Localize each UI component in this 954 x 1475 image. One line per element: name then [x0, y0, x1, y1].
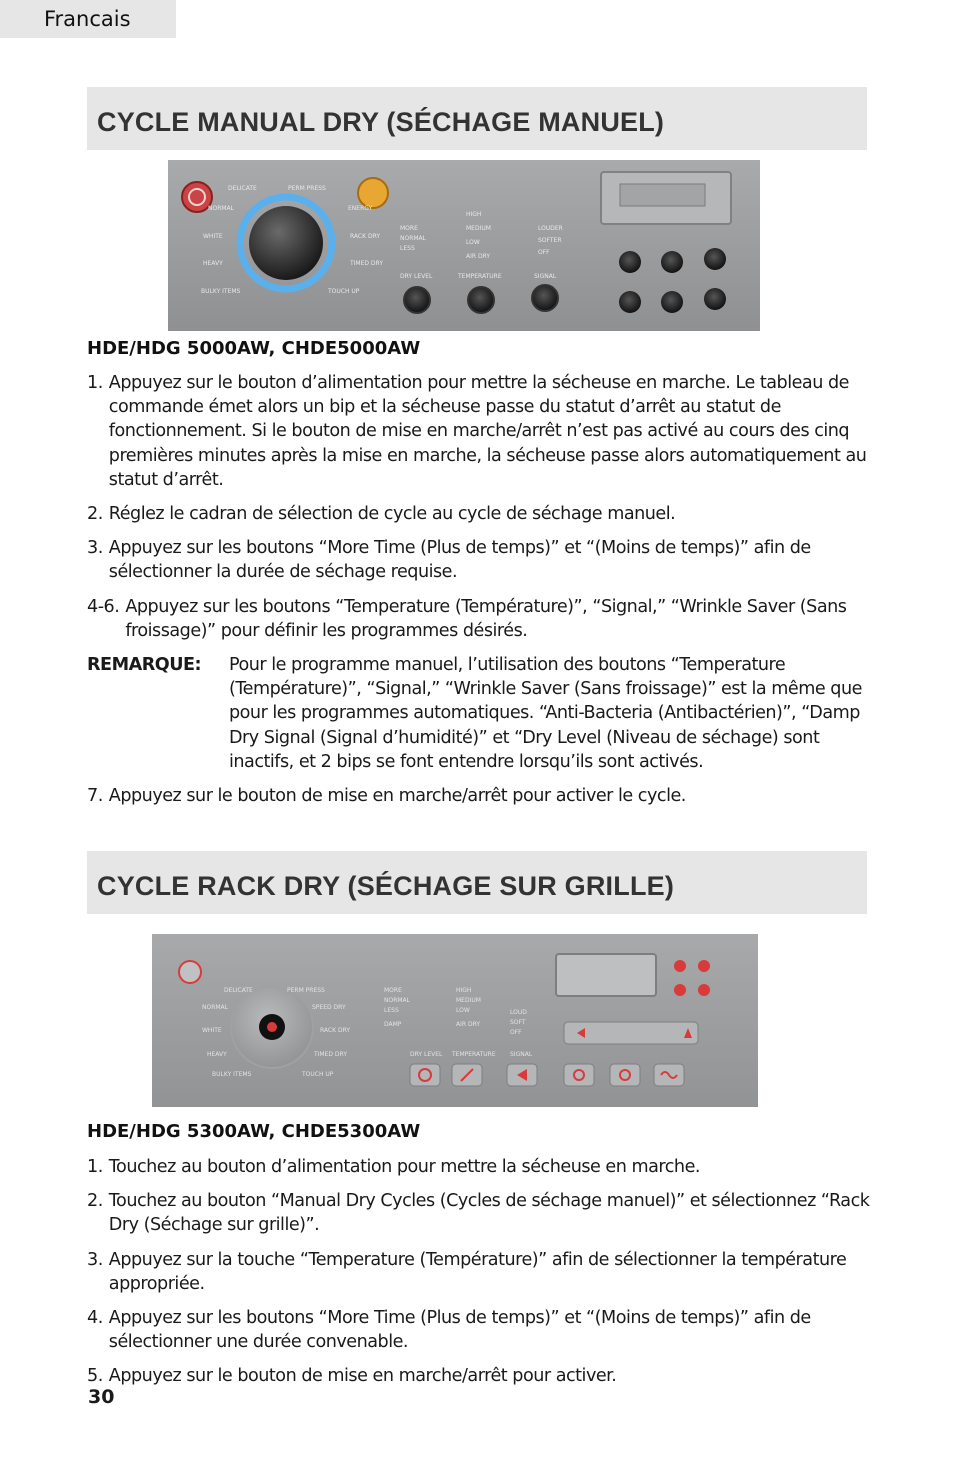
- step-4-6: 4-6. Appuyez sur les boutons “Temperature (Température)”, “Signal,” “Wrinkle Saver (Sans froissage)” pour définir les programmes désirés.: [87, 596, 847, 641]
- svg-text:BULKY ITEMS: BULKY ITEMS: [201, 288, 241, 295]
- svg-text:LOW: LOW: [466, 239, 480, 246]
- svg-text:MORE: MORE: [400, 225, 418, 232]
- svg-text:HIGH: HIGH: [466, 211, 482, 218]
- svg-text:LESS: LESS: [384, 1007, 399, 1014]
- svg-text:DAMP: DAMP: [384, 1021, 402, 1028]
- cycle-dial-knob: [249, 206, 323, 280]
- svg-text:MEDIUM: MEDIUM: [456, 997, 481, 1004]
- svg-text:SIGNAL: SIGNAL: [510, 1051, 533, 1058]
- language-tab: Francais: [0, 0, 176, 38]
- step-7: 7. Appuyez sur le bouton de mise en marche/arrêt pour activer le cycle.: [87, 786, 686, 807]
- svg-text:SPEED DRY: SPEED DRY: [312, 1004, 346, 1011]
- display-window: [556, 954, 656, 996]
- svg-text:WHITE: WHITE: [203, 233, 223, 240]
- svg-text:DELICATE: DELICATE: [224, 987, 253, 994]
- svg-text:TEMPERATURE: TEMPERATURE: [458, 273, 502, 280]
- svg-text:TOUCH UP: TOUCH UP: [328, 288, 360, 295]
- section-heading-manual-dry: CYCLE MANUAL DRY (SÉCHAGE MANUEL): [87, 87, 867, 150]
- step-1: 1. Touchez au bouton d’alimentation pour mettre la sécheuse en marche.: [87, 1157, 701, 1177]
- control-panel-image-1: [168, 160, 760, 331]
- instructions-2: [87, 1155, 877, 1399]
- svg-text:LOW: LOW: [456, 1007, 470, 1014]
- svg-text:LESS: LESS: [400, 245, 415, 252]
- svg-text:HEAVY: HEAVY: [203, 260, 223, 267]
- svg-text:WHITE: WHITE: [202, 1027, 222, 1034]
- page-number: 30: [88, 1386, 115, 1408]
- step-5: 5. Appuyez sur le bouton de mise en marche/arrêt pour activer.: [87, 1366, 617, 1387]
- svg-text:SIGNAL: SIGNAL: [534, 273, 557, 280]
- control-panel-image-2: [152, 934, 758, 1107]
- model-label-1: HDE/HDG 5000AW, CHDE5000AW: [87, 338, 421, 359]
- svg-text:BULKY ITEMS: BULKY ITEMS: [212, 1071, 252, 1078]
- svg-text:AIR DRY: AIR DRY: [456, 1021, 481, 1028]
- svg-text:ENERGY: ENERGY: [348, 205, 373, 212]
- svg-text:NORMAL: NORMAL: [400, 235, 427, 242]
- svg-text:TOUCH UP: TOUCH UP: [302, 1071, 334, 1078]
- svg-text:NORMAL: NORMAL: [202, 1004, 229, 1011]
- start-pause-icon: [358, 178, 388, 208]
- step-2: 2. Réglez le cadran de sélection de cycle au cycle de séchage manuel.: [87, 504, 676, 525]
- svg-text:PERM PRESS: PERM PRESS: [287, 987, 325, 994]
- svg-text:NORMAL: NORMAL: [384, 997, 411, 1004]
- svg-text:TIMED DRY: TIMED DRY: [314, 1051, 347, 1058]
- svg-text:LOUDER: LOUDER: [538, 225, 563, 232]
- svg-text:DRY LEVEL: DRY LEVEL: [400, 273, 433, 280]
- svg-text:TEMPERATURE: TEMPERATURE: [452, 1051, 496, 1058]
- svg-text:PERM PRESS: PERM PRESS: [288, 185, 326, 192]
- svg-text:LOUD: LOUD: [510, 1009, 527, 1016]
- svg-text:SOFTER: SOFTER: [538, 237, 562, 244]
- svg-text:HEAVY: HEAVY: [207, 1051, 227, 1058]
- step-1: 1. Appuyez sur le bouton d’alimentation pour mettre la sécheuse en marche. Le tableau de commande émet alors un bip et la sécheuse passe du statut d’arrêt au statut de fonctionnement. Si le bouton de mise en marche/arrêt n’est pas activé au cours des cinq premières minutes après la mise en marche, la sécheuse passe alors automatiquement au statut d’arrêt.: [87, 373, 867, 490]
- step-2: 2. Touchez au bouton “Manual Dry Cycles (Cycles de séchage manuel)” et sélectionnez “Rack Dry (Séchage sur grille)”.: [87, 1191, 870, 1236]
- remark: REMARQUE: Pour le programme manuel, l’utilisation des boutons “Temperature (Température)”, “Signal,” “Wrinkle Saver (Sans froissage)” est la même que pour les programmes automatiques. “Anti-Bacteria (Antibactérien)”, “Damp Dry Signal (Signal d’humidité)” et “Dry Level (Niveau de séchage) sont inactifs, et 2 bips se font entendre lorsqu’ils sont activés.: [87, 655, 862, 772]
- svg-text:OFF: OFF: [510, 1029, 522, 1036]
- svg-text:NORMAL: NORMAL: [208, 205, 235, 212]
- instructions-1: [87, 371, 877, 818]
- svg-text:OFF: OFF: [538, 249, 550, 256]
- model-label-2: HDE/HDG 5300AW, CHDE5300AW: [87, 1121, 421, 1142]
- svg-text:MORE: MORE: [384, 987, 402, 994]
- svg-text:RACK DRY: RACK DRY: [320, 1027, 351, 1034]
- svg-text:HIGH: HIGH: [456, 987, 472, 994]
- step-3: 3. Appuyez sur les boutons “More Time (Plus de temps)” et “(Moins de temps)” afin de sélectionner la durée de séchage requise.: [87, 538, 811, 583]
- svg-text:TIMED DRY: TIMED DRY: [350, 260, 383, 267]
- svg-text:DELICATE: DELICATE: [228, 185, 257, 192]
- svg-text:SOFT: SOFT: [510, 1019, 526, 1026]
- section-heading-rack-dry: CYCLE RACK DRY (SÉCHAGE SUR GRILLE): [87, 851, 867, 914]
- step-3: 3. Appuyez sur la touche “Temperature (Température)” afin de sélectionner la température appropriée.: [87, 1249, 847, 1294]
- svg-text:DRY LEVEL: DRY LEVEL: [410, 1051, 443, 1058]
- svg-text:RACK DRY: RACK DRY: [350, 233, 381, 240]
- power-icon: [179, 961, 201, 983]
- svg-text:MEDIUM: MEDIUM: [466, 225, 491, 232]
- step-4: 4. Appuyez sur les boutons “More Time (Plus de temps)” et “(Moins de temps)” afin de sélectionner une durée convenable.: [87, 1308, 811, 1353]
- svg-text:AIR DRY: AIR DRY: [466, 253, 491, 260]
